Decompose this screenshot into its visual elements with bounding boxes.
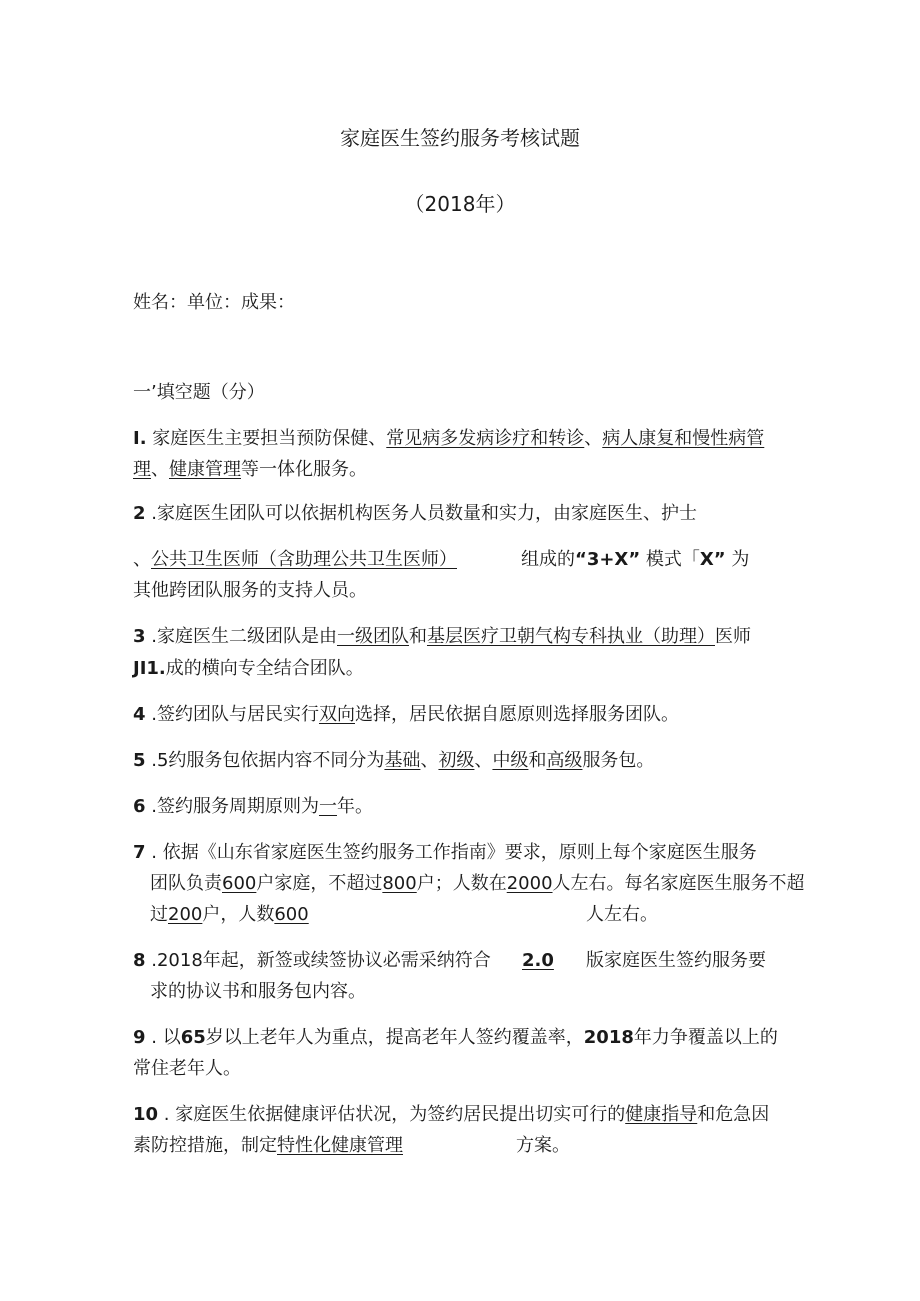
answer-blank: 病人康复和慢性病管 (602, 428, 765, 449)
answer-blank: 健康管理 (169, 459, 241, 480)
answer-blank: 公共卫生医师（含助理公共卫生医师） (151, 549, 457, 570)
section-heading: 一’填空题（分） (133, 382, 265, 403)
question-6 (133, 798, 373, 816)
text: “3+X” (575, 549, 641, 570)
question-number: 3 (133, 626, 146, 647)
text: 年力争覆盖以上的 (633, 1027, 778, 1048)
text: 、 (474, 750, 493, 771)
text: 和 (408, 626, 427, 647)
answer-blank: 2.0 (522, 950, 554, 971)
question-9-line-1 (133, 1029, 778, 1047)
question-number: 5 (133, 750, 146, 771)
text: 组成的 (521, 549, 575, 570)
text: 户，人数 (202, 904, 275, 925)
question-5 (133, 752, 654, 770)
question-2-line-2 (133, 551, 749, 569)
question-10-line-1 (133, 1106, 769, 1124)
answer-blank: 高级 (546, 750, 583, 771)
text: .签约服务周期原则为 (145, 796, 319, 817)
question-7-line-2 (150, 875, 805, 893)
text: 人左右。每名家庭医生服务不超 (552, 873, 805, 894)
text: 、 (584, 428, 603, 449)
text: 户家庭，不超过 (256, 873, 383, 894)
text: 等一体化服务。 (241, 459, 367, 480)
question-2-line-1 (133, 505, 697, 523)
answer-blank: 健康指导 (625, 1104, 698, 1125)
question-1-line-2 (133, 461, 367, 479)
question-7-line-3 (150, 906, 309, 924)
text: .家庭医生团队可以依据机构医务人员数量和实力，由家庭医生、护士 (145, 503, 697, 524)
answer-blank: 双向 (318, 704, 355, 725)
question-8-line-1-end: 版家庭医生签约服务要 (586, 950, 766, 971)
text: .家庭医生二级团队是由 (145, 626, 337, 647)
year-subtitle: （2018年） (404, 192, 516, 216)
text: 和危急因 (697, 1104, 770, 1125)
answer-blank: 基础 (384, 750, 421, 771)
answer-blank: 600 (274, 904, 309, 925)
answer-blank: 基层医疗卫朝气构专科执业（助理） (426, 626, 715, 647)
text: . 家庭医生依据健康评估状况，为签约居民提出切实可行的 (158, 1104, 626, 1125)
question-1-line-1 (133, 430, 764, 448)
text: 2018 (583, 1027, 634, 1048)
answer-blank: 中级 (492, 750, 529, 771)
text: 成的横向专全结合团队。 (165, 658, 364, 679)
question-number: 2 (133, 503, 146, 524)
answer-blank: 初级 (438, 750, 475, 771)
answer-blank: 600 (222, 873, 257, 894)
question-number: 9 (133, 1027, 146, 1048)
text: . 依据《山东省家庭医生签约服务工作指南》要求，原则上每个家庭医生服务 (145, 842, 757, 863)
answer-blank: 一级团队 (336, 626, 409, 647)
text: 服务包。 (582, 750, 655, 771)
text: 模式「 (645, 549, 700, 570)
text: .签约团队与居民实行 (145, 704, 319, 725)
answer-blank: 常见病多发病诊疗和转诊 (386, 428, 585, 449)
text: JI1. (133, 658, 166, 679)
text: X” (699, 549, 726, 570)
text: 为 (731, 549, 750, 570)
info-line: 姓名：单位：成果： (133, 292, 295, 313)
text: 、 (420, 750, 439, 771)
text: 团队负责 (150, 873, 222, 894)
question-2-line-3: 其他跨团队服务的支持人员。 (133, 580, 367, 601)
text: 65 (180, 1027, 206, 1048)
question-7-line-1 (133, 844, 757, 862)
text: 岁以上老年人为重点，提高老年人签约覆盖率， (205, 1027, 584, 1048)
answer-blank: 800 (382, 873, 417, 894)
text: .2018年起，新签或续签协议必需采纳符合 (145, 950, 491, 971)
question-10-line-2 (133, 1137, 403, 1155)
answer-blank: 理 (133, 459, 151, 480)
question-number: 10 (133, 1104, 159, 1125)
text: 过 (150, 904, 168, 925)
answer-blank: 2000 (506, 873, 553, 894)
text: 、 (151, 459, 169, 480)
text: 、 (133, 549, 151, 570)
question-number: 6 (133, 796, 146, 817)
question-3-line-2 (133, 660, 364, 678)
text: . 以 (145, 1027, 181, 1048)
question-3-line-1 (133, 628, 751, 646)
question-10-line-2-end: 方案。 (516, 1135, 570, 1156)
answer-blank: 一 (318, 796, 337, 817)
text: 医师 (714, 626, 751, 647)
question-9-line-2: 常住老年人。 (133, 1058, 241, 1079)
question-8-line-2: 求的协议书和服务包内容。 (150, 981, 366, 1002)
answer-blank: 200 (168, 904, 203, 925)
question-4 (133, 706, 679, 724)
page-title: 家庭医生签约服务考核试题 (340, 126, 580, 150)
question-7-line-3-end: 人左右。 (586, 904, 658, 925)
question-number: 4 (133, 704, 146, 725)
text: 和 (528, 750, 547, 771)
question-8-line-1 (133, 952, 491, 970)
text: 素防控措施，制定 (133, 1135, 277, 1156)
text: 家庭医生主要担当预防保健、 (152, 428, 387, 449)
question-number: 8 (133, 950, 146, 971)
answer-blank: 特性化健康管理 (277, 1135, 403, 1156)
text: .5约服务包依据内容不同分为 (145, 750, 385, 771)
text: 年。 (336, 796, 373, 817)
question-number: I. (133, 428, 147, 449)
text: 户；人数在 (416, 873, 507, 894)
question-number: 7 (133, 842, 146, 863)
text: 选择，居民依据自愿原则选择服务团队。 (354, 704, 679, 725)
